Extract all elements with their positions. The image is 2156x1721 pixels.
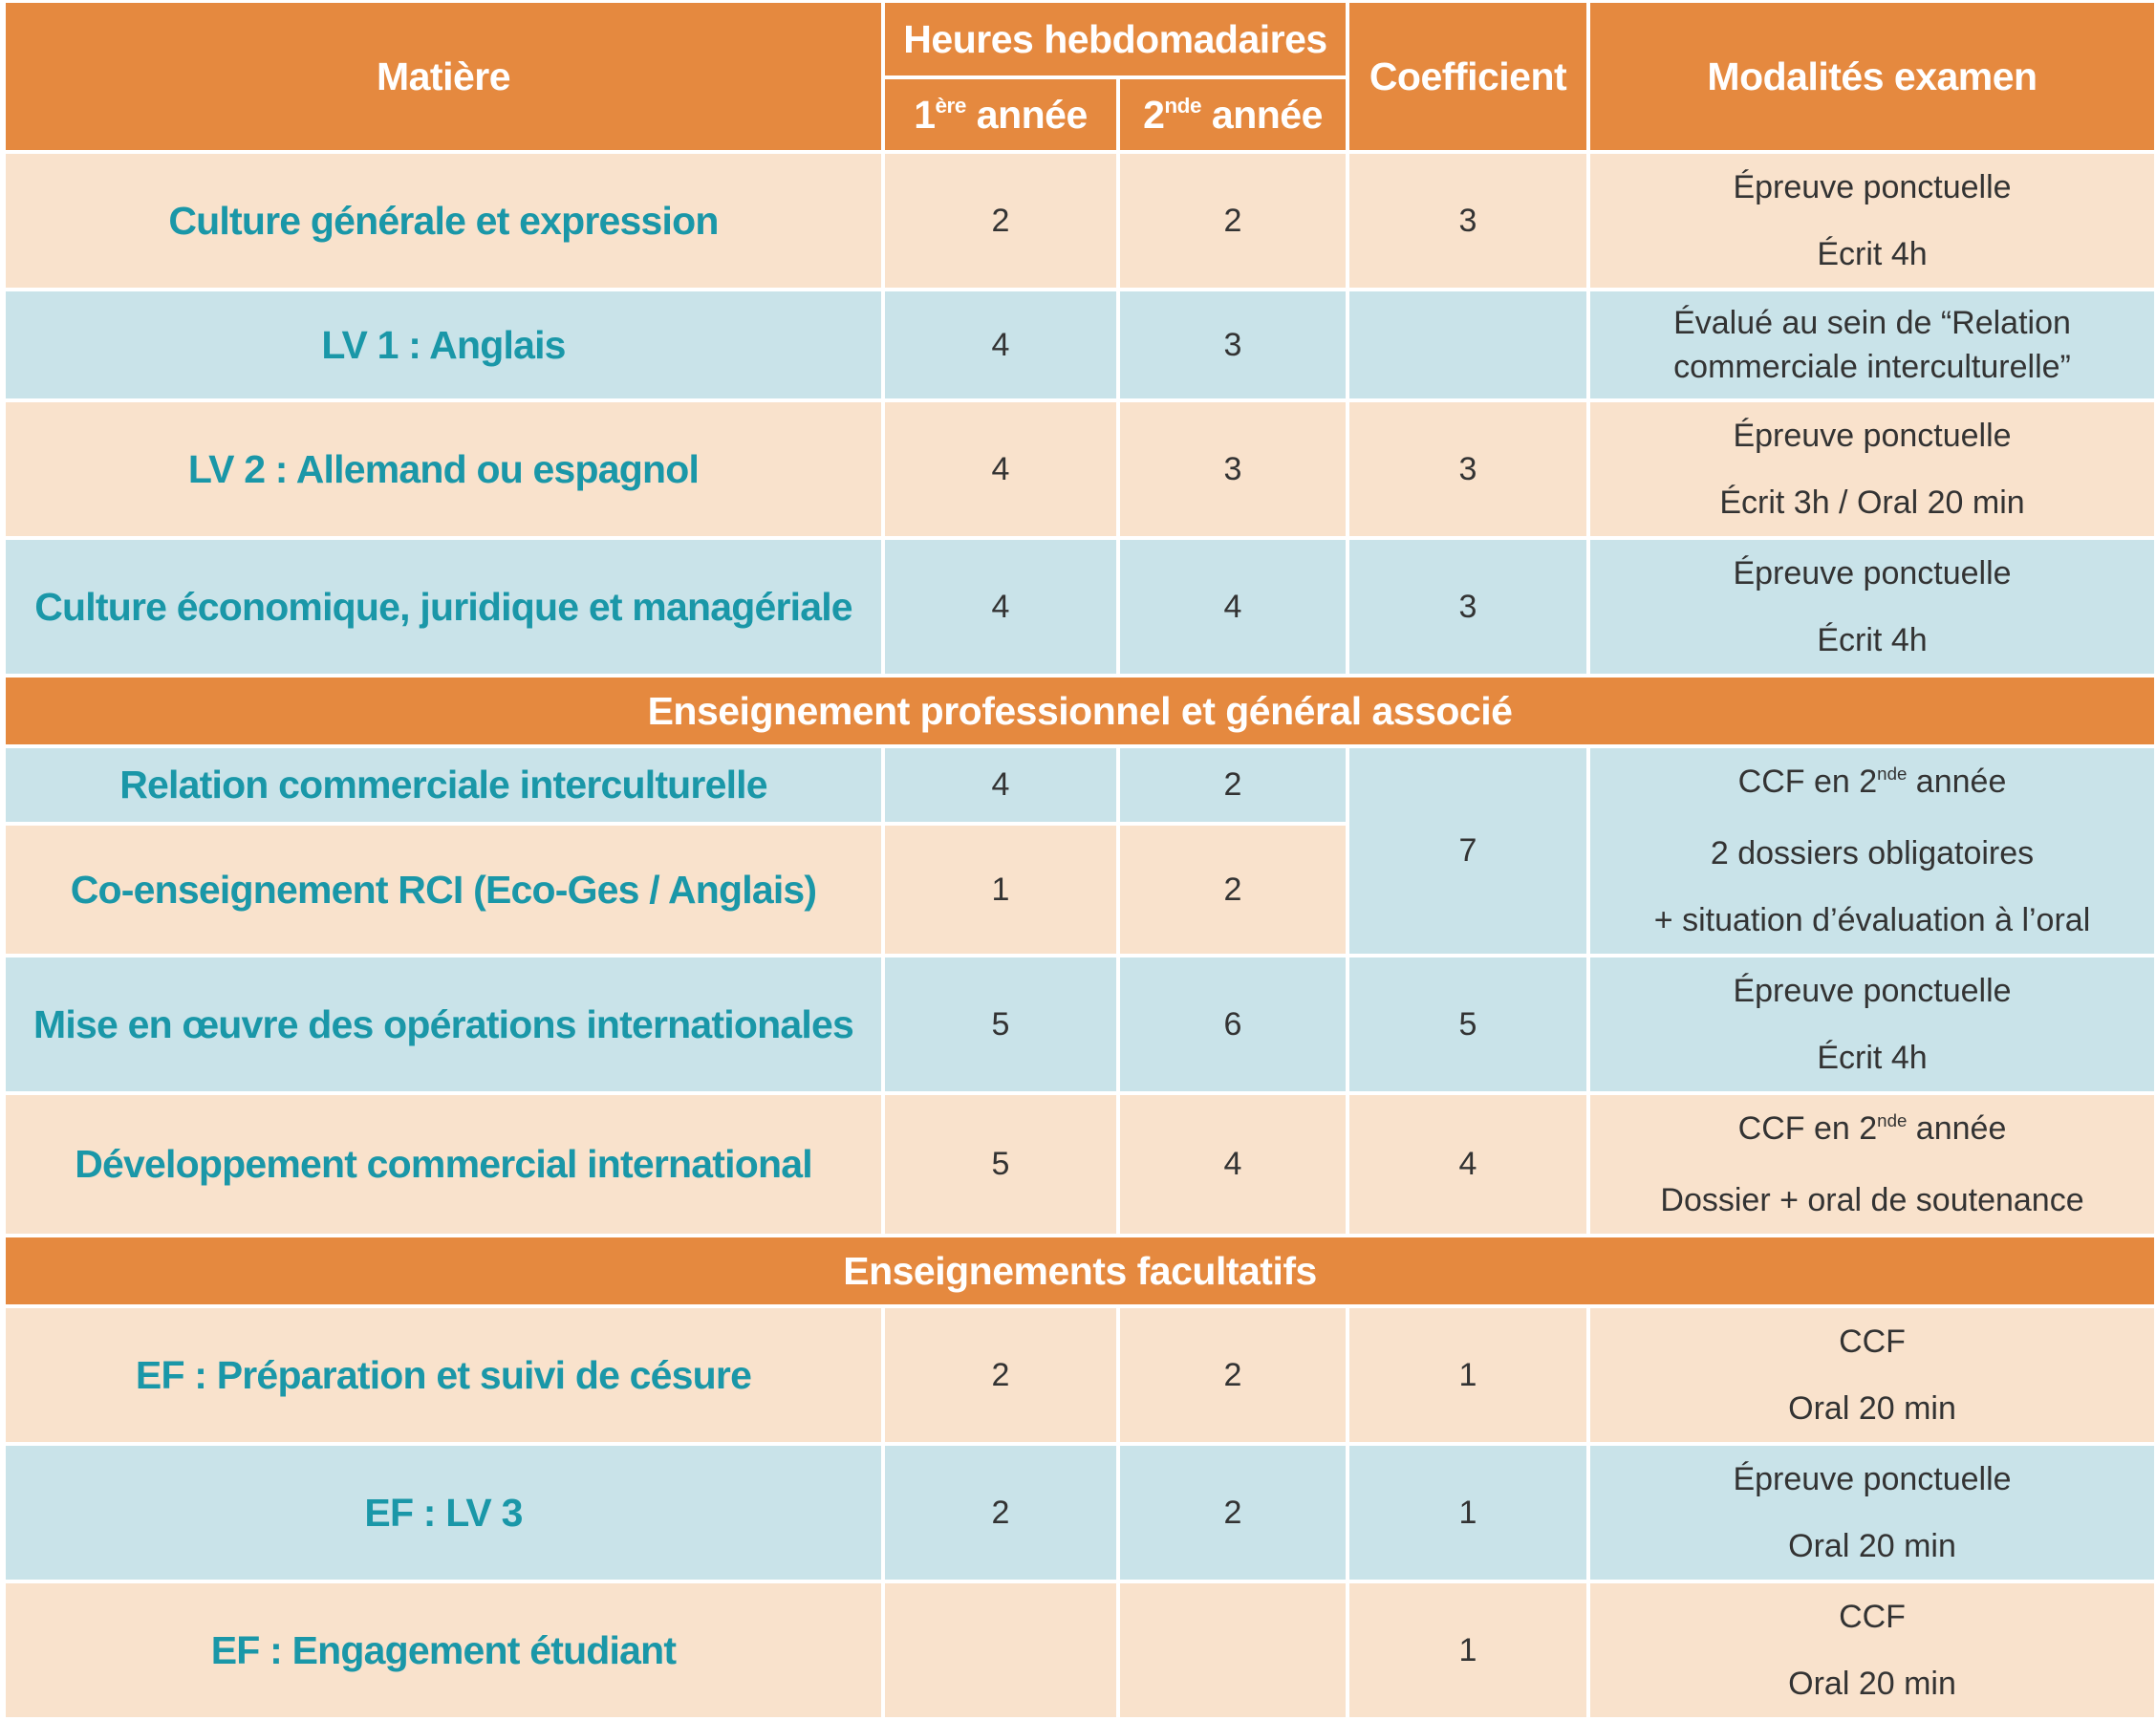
table-row: [6, 154, 2154, 288]
curriculum-table: [2, 0, 2156, 1721]
year1-hours: 5: [991, 1005, 1010, 1043]
table-row: [6, 402, 2154, 536]
table-row: [6, 540, 2154, 674]
coefficient-cell: 3: [1458, 450, 1477, 487]
year2-hours: 2: [1120, 748, 1346, 822]
subject-cell: Mise en œuvre des opérations internationales: [33, 1001, 853, 1046]
year2-hours: 3: [1223, 326, 1242, 363]
year2-hours: 3: [1223, 450, 1242, 487]
year1-hours: 2: [991, 1356, 1010, 1393]
exam-cell: CCF Oral 20 min: [1788, 1599, 1956, 1702]
year2-hours: [1120, 1583, 1346, 1717]
year2-hours: 2: [1223, 1356, 1242, 1393]
exam-cell: Évalué au sein de “Relation commerciale interculturelle”: [1673, 305, 2071, 385]
table-row: [6, 1583, 2154, 1717]
year1-hours: 4: [885, 748, 1116, 822]
coefficient-cell: 5: [1458, 1005, 1477, 1043]
subject-cell: Relation commerciale interculturelle: [6, 748, 881, 822]
year2-hours: 4: [1223, 1146, 1242, 1182]
coefficient-cell: 7: [1349, 748, 1586, 954]
subject-cell: Culture économique, juridique et managériale: [34, 584, 852, 629]
header-year2: 2nde année: [1120, 79, 1346, 150]
year2-hours: 6: [1223, 1005, 1242, 1043]
exam-cell: CCF en 2nde année 2 dossiers obligatoires + situation d’évaluation à l’oral: [1590, 748, 2154, 954]
year1-hours: 2: [991, 1494, 1010, 1531]
header-coefficient: Coefficient: [1349, 3, 1586, 150]
table-row: [6, 748, 2154, 822]
header-subject: Matière: [6, 3, 881, 150]
section-title-professional: Enseignement professionnel et général associé: [6, 678, 2154, 744]
year1-hours: 4: [991, 450, 1010, 487]
header-exam: Modalités examen: [1590, 3, 2154, 150]
section-title-optional: Enseignements facultatifs: [6, 1237, 2154, 1304]
year2-hours: 2: [1223, 871, 1242, 908]
table-row: [6, 291, 2154, 398]
coefficient-cell: 1: [1458, 1631, 1477, 1668]
subject-cell: EF : LV 3: [364, 1490, 523, 1535]
header-weekly-hours: Heures hebdomadaires: [885, 3, 1346, 75]
year1-hours: 5: [991, 1146, 1010, 1182]
year1-hours: 4: [991, 588, 1010, 625]
coefficient-cell: 3: [1458, 588, 1477, 625]
exam-cell: Épreuve ponctuelle Écrit 4h: [1733, 555, 2012, 658]
year1-hours: 1: [991, 871, 1010, 908]
exam-cell: Épreuve ponctuelle Écrit 4h: [1733, 169, 2012, 272]
header-year1: 1ère année: [885, 79, 1116, 150]
subject-cell: LV 1 : Anglais: [321, 322, 566, 367]
subject-cell: LV 2 : Allemand ou espagnol: [187, 446, 700, 491]
coefficient-cell: [1349, 291, 1586, 398]
year1-hours: 4: [991, 326, 1010, 363]
exam-cell: CCF Oral 20 min: [1788, 1323, 1956, 1427]
year1-hours: [885, 1583, 1116, 1717]
coefficient-cell: 1: [1458, 1356, 1477, 1393]
exam-cell: Épreuve ponctuelle Écrit 3h / Oral 20 min: [1719, 418, 2025, 521]
exam-cell: Épreuve ponctuelle Écrit 4h: [1733, 973, 2012, 1076]
subject-cell: Culture générale et expression: [168, 198, 719, 243]
year2-hours: 2: [1223, 1494, 1242, 1531]
coefficient-cell: 3: [1458, 202, 1477, 239]
table-row: [6, 1095, 2154, 1234]
year2-hours: 2: [1223, 202, 1242, 239]
table-row: [6, 1308, 2154, 1442]
table-row: [6, 1446, 2154, 1580]
year2-hours: 4: [1223, 588, 1242, 625]
coefficient-cell: 1: [1458, 1494, 1477, 1531]
subject-cell: Co-enseignement RCI (Eco-Ges / Anglais): [70, 867, 817, 912]
subject-cell: EF : Préparation et suivi de césure: [135, 1352, 752, 1397]
year1-hours: 2: [991, 202, 1010, 239]
table-row: [6, 957, 2154, 1091]
subject-cell: Développement commercial international: [75, 1142, 812, 1186]
coefficient-cell: 4: [1458, 1146, 1477, 1182]
subject-cell: EF : Engagement étudiant: [210, 1627, 677, 1672]
exam-cell: CCF en 2nde année Dossier + oral de soutenance: [1660, 1109, 2084, 1218]
exam-cell: Épreuve ponctuelle Oral 20 min: [1733, 1461, 2012, 1564]
